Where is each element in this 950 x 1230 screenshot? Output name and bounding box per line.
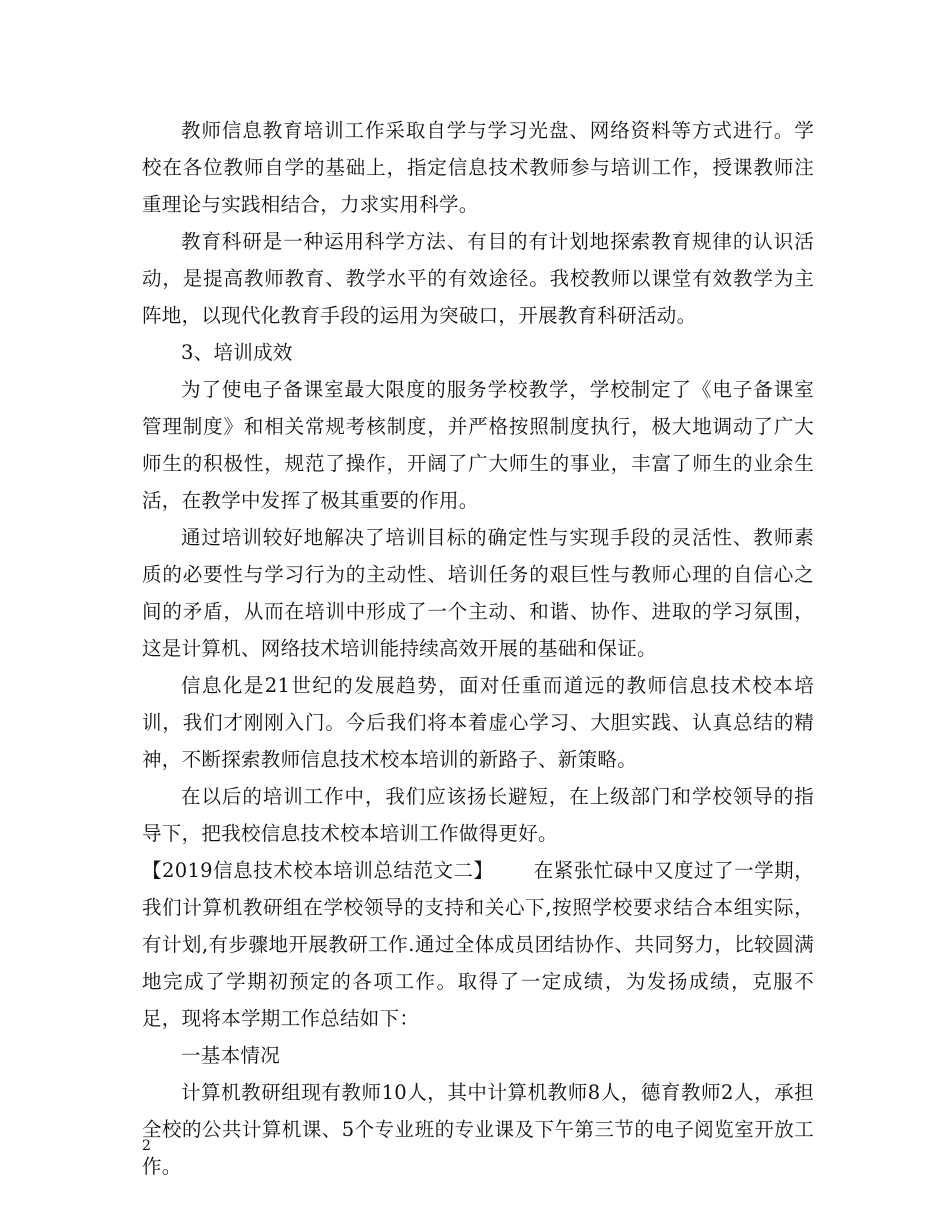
- document-body: [142, 112, 814, 1185]
- paragraph-prep-room: 为了使电子备课室最大限度的服务学校教学，学校制定了《电子备课室管理制度》和相关常规考核制度，并严格按照制度执行，极大地调动了广大师生的积极性，规范了操作，开阔了广大师生的事业，丰富了师生的业余生活，在教学中发挥了极其重要的作用。: [142, 378, 814, 512]
- section-heading-results: 3、培训成效: [181, 341, 293, 364]
- subheading-basic-info: 一基本情况: [181, 1044, 281, 1067]
- page-number: 2: [142, 1138, 151, 1154]
- paragraph-section-two: [142, 852, 814, 1037]
- paragraph-research: 教育科研是一种运用科学方法、有目的有计划地探索教育规律的认识活动，是提高教师教育、教学水平的有效途径。我校教师以课堂有效教学为主阵地，以现代化教育手段的运用为突破口，开展教育科研活动。: [142, 230, 814, 327]
- paragraph-staff: 计算机教研组现有教师10人，其中计算机教师8人，德育教师2人，承担全校的公共计算机课、5个专业班的专业课及下午第三节的电子阅览室开放工作。: [142, 1081, 814, 1178]
- section-intro: 在紧张忙碌中又度过了一学期，我们计算机教研组在学校领导的支持和关心下,按照学校要求结合本组实际，有计划,有步骤地开展教研工作.通过全体成员团结协作、共同努力，比较圆满地完成了学期初预定的各项工作。取得了一定成绩，为发扬成绩，克服不足，现将本学期工作总结如下：: [142, 859, 814, 1030]
- section-title: 【2019信息技术校本培训总结范文二】: [142, 859, 494, 882]
- paragraph-training-method: 教师信息教育培训工作采取自学与学习光盘、网络资料等方式进行。学校在各位教师自学的基础上，指定信息技术教师参与培训工作，授课教师注重理论与实践相结合，力求实用科学。: [142, 119, 814, 216]
- paragraph-informatization: 信息化是21世纪的发展趋势，面对任重而道远的教师信息技术校本培训，我们才刚刚入门。今后我们将本着虚心学习、大胆实践、认真总结的精神，不断探索教师信息技术校本培训的新路子、新策略。: [142, 674, 814, 771]
- paragraph-training-outcome: 通过培训较好地解决了培训目标的确定性与实现手段的灵活性、教师素质的必要性与学习行为的主动性、培训任务的艰巨性与教师心理的自信心之间的矛盾，从而在培训中形成了一个主动、和谐、协作、进取的学习氛围，这是计算机、网络技术培训能持续高效开展的基础和保证。: [142, 526, 814, 660]
- paragraph-future-work: 在以后的培训工作中，我们应该扬长避短，在上级部门和学校领导的指导下，把我校信息技术校本培训工作做得更好。: [142, 785, 814, 845]
